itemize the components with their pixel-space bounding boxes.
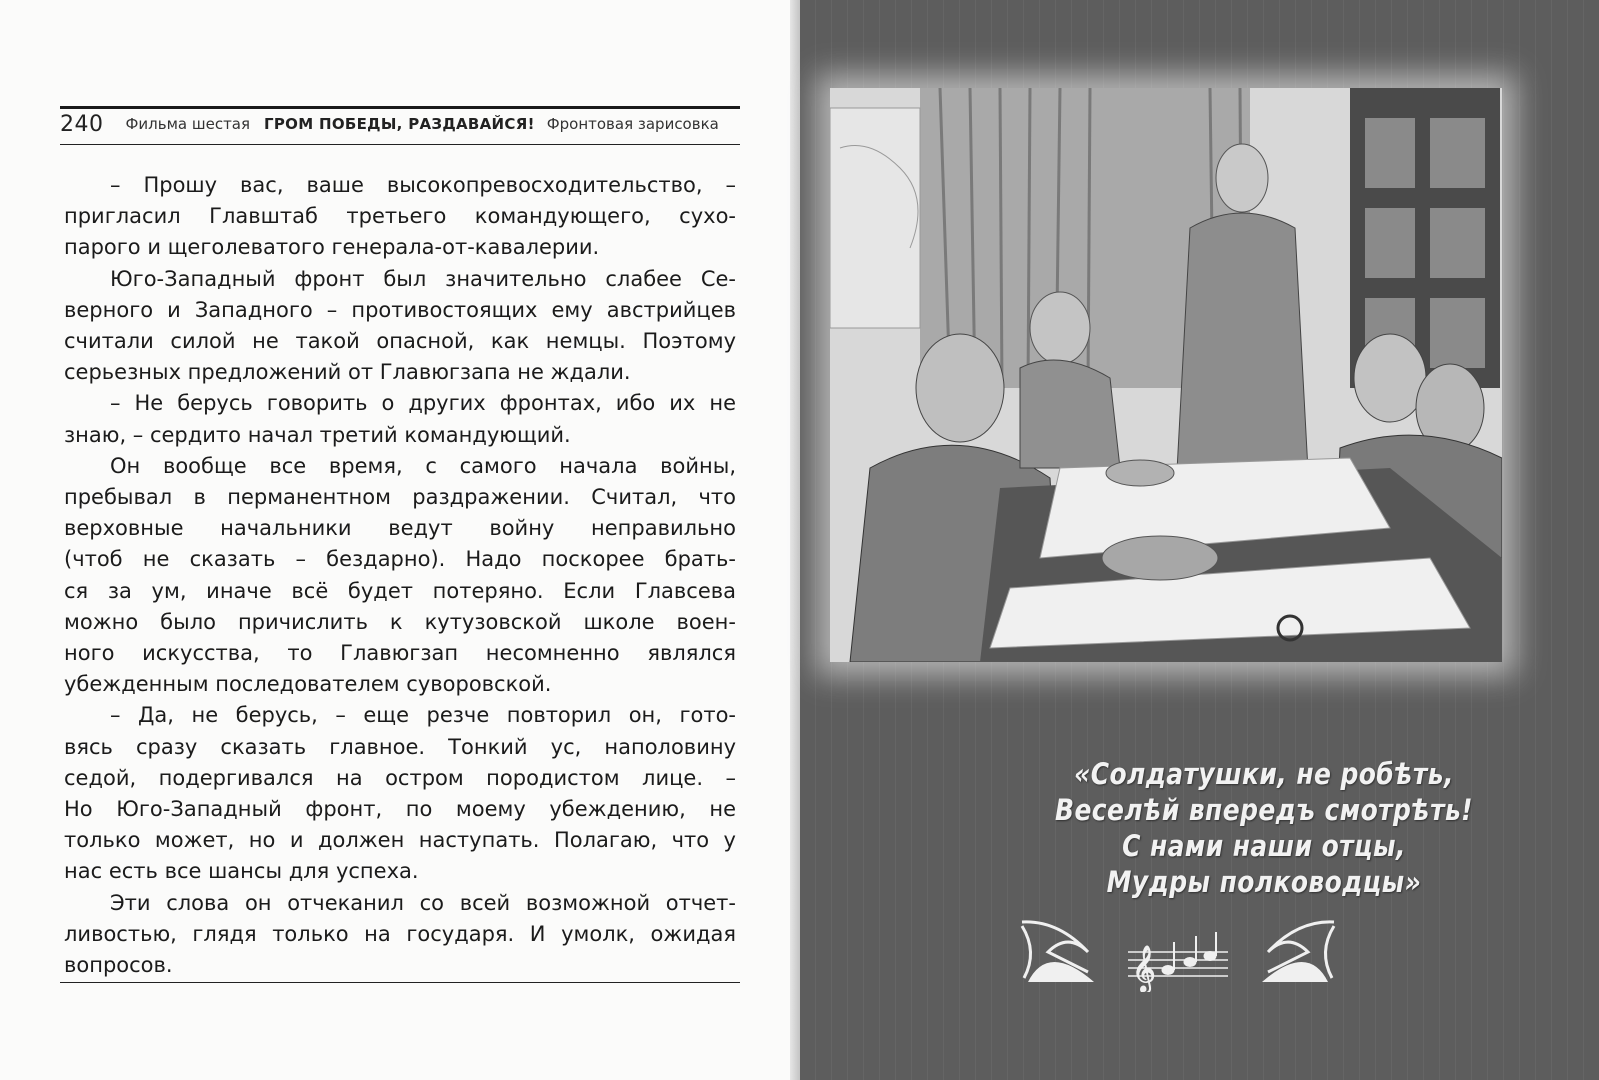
ornament-drawing <box>1018 912 1338 992</box>
ornament-row <box>1018 912 1338 992</box>
text-line: серьезных предложений от Главюгзапа не ждали. <box>64 360 631 385</box>
page-number: 240 <box>60 111 104 137</box>
text-line: Он вообще все время, с самого начала войны, <box>110 453 736 478</box>
text-line: (чтоб не сказать – бездарно). Надо поскорее брать- <box>64 547 736 572</box>
text-line: – Не берусь говорить о других фронтах, ибо их не <box>110 391 736 416</box>
music-notes-icon <box>1128 932 1228 992</box>
text-line: – Прошу вас, ваше высокопревосходительство, – <box>110 173 736 197</box>
text-line: Но Юго-Западный фронт, по моему убеждению, не <box>64 797 736 822</box>
text-line: считали силой не такой опасной, как немцы. Поэтому <box>64 329 736 354</box>
body-text <box>64 170 736 981</box>
officers-at-map-table-illustration <box>830 88 1502 662</box>
quote-line: «Солдатушки, не робѣть, <box>1074 757 1454 791</box>
text-line: вясь сразу сказать главное. Тонкий ус, наполовину <box>64 734 736 759</box>
text-line: только может, но и должен наступать. Полагаю, что у <box>64 828 736 853</box>
quote-line: С нами наши отцы, <box>1122 829 1406 863</box>
text-line: верного и Западного – противостоящих ему австрийцев <box>64 297 736 322</box>
running-head <box>60 106 740 139</box>
text-line: ливостью, глядя только на государя. И умолк, ожидая <box>64 921 736 946</box>
text-line: парого и щеголеватого генерала-от-кавалерии. <box>64 235 600 260</box>
text-line: седой, подергивался на остром породистом лице. – <box>64 765 736 790</box>
text-line: нас есть все шансы для успеха. <box>64 859 419 884</box>
quote-line: Мудры полководцы» <box>1106 865 1422 899</box>
text-line: пригласил Главштаб третьего командующего, сухо- <box>64 204 736 229</box>
text-line: ся за ум, иначе всё будет потеряно. Если Главсева <box>64 578 736 603</box>
right-page <box>800 0 1599 1080</box>
right-flourish-icon <box>1262 922 1334 982</box>
text-line: – Да, не берусь, – еще резче повторил он, гото- <box>110 703 736 728</box>
left-flourish-icon <box>1022 922 1094 982</box>
text-line: Юго-Западный фронт был значительно слабее Се- <box>110 266 736 291</box>
text-line: пребывал в перманентном раздражении. Считал, что <box>64 485 736 510</box>
illustration-drawing <box>830 88 1502 662</box>
text-line: вопросов. <box>64 953 173 978</box>
quote-line: Веселѣй впередъ смотрѣть! <box>1055 793 1473 827</box>
svg-text:𝄞: 𝄞 <box>1132 946 1156 992</box>
text-line: можно было причислить к кутузовской школе воен- <box>64 609 736 634</box>
text-line: верховные начальники ведут войну неправильно <box>64 516 736 541</box>
text-line: знаю, – сердито начал третий командующий. <box>64 422 571 447</box>
film-label: Фильма шестая <box>125 115 251 133</box>
header-rule <box>60 144 740 145</box>
footer-rule <box>60 982 740 983</box>
chapter-subtitle: Фронтовая зарисовка <box>546 115 719 133</box>
song-quote <box>1023 756 1505 900</box>
text-line: убежденным последователем суворовской. <box>64 672 552 697</box>
text-line: Эти слова он отчеканил со всей возможной отчет- <box>110 890 736 915</box>
text-line: ного искусства, то Главюгзап несомненно являлся <box>64 641 736 666</box>
chapter-title: ГРОМ ПОБЕДЫ, РАЗДАВАЙСЯ! <box>264 115 535 133</box>
